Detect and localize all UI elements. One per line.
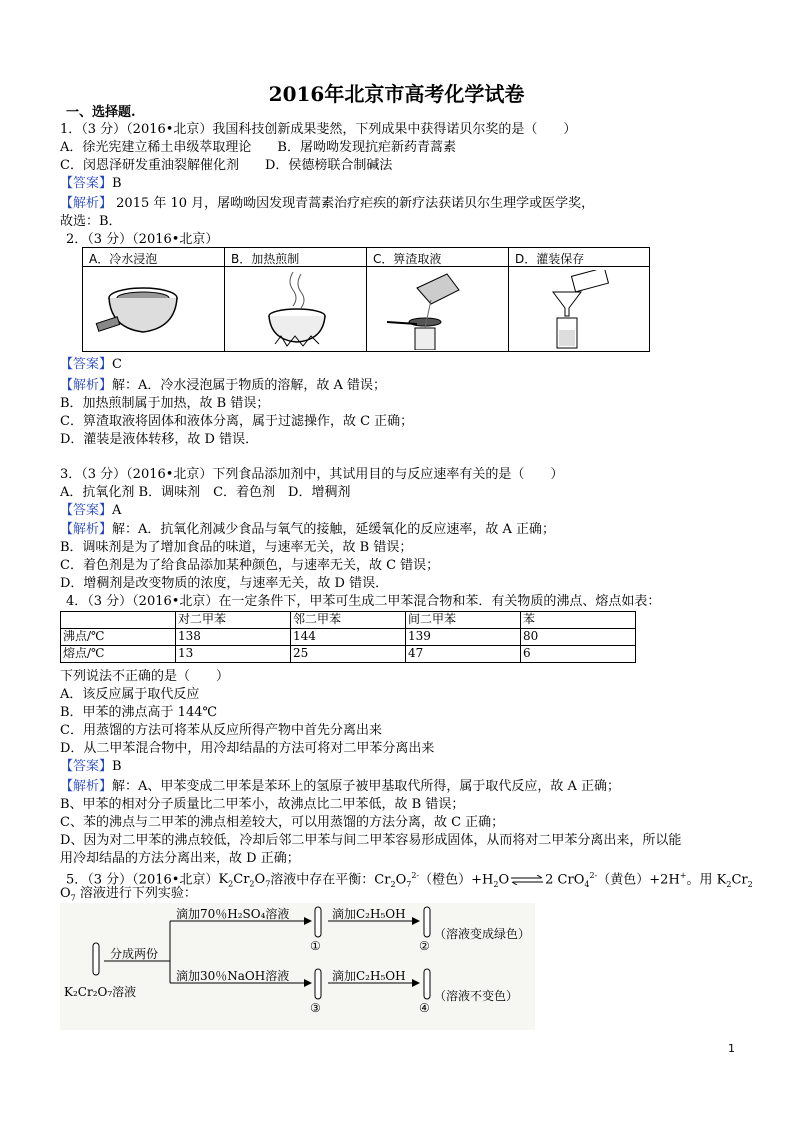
flow-top-reagent: 滴加70％H₂SO₄溶液 [176,907,290,921]
tube-label-4: ④ [419,1001,430,1015]
q5-line-2-text: 溶液进行下列实验： [79,886,197,901]
q2-answer [60,356,122,374]
q4-analysis-line-4: D、因为对二甲苯的沸点较低，冷却后邻二甲苯与间二甲苯容易形成固体，从而将对二甲苯分离出来，所以能 [60,833,682,848]
k2cr2o7-formula: $K_2Cr_2O_7$ [218,872,271,889]
q2-cell-a-label: A．冷水浸泡 [89,252,158,266]
table-row [61,646,636,663]
water-term: +H [471,872,494,888]
table-cell: 80 [521,629,636,646]
hydrogen-ion-term: +2H [649,872,680,888]
page-number: 1 [728,1042,735,1055]
q5-stem: 5．（3 分）（2016•北京）$K_2Cr_2O_7$溶液中存在平衡：$Cr_2O_7^{2-}$（橙色）$+H_2O$ 2 CrO$_4^{2-}$（黄色）+2H+。用 $K_2Cr_2$ [66,871,753,889]
q2-cell-c-label: C．箅渣取液 [373,252,442,266]
q2-cell-a [83,248,225,351]
q1-stem: 1．（3 分）（2016•北京）我国科技创新成果斐然，下列成果中获得诺贝尔奖的是（ ） [60,122,577,137]
q3-answer [60,502,121,520]
q5-line-2: $O_7$ 溶液进行下列实验： [60,886,197,903]
q4-property-table [60,611,636,663]
q2-analysis-line-3: C．箅渣取液将固体和液体分离，属于过滤操作，故 C 正确； [60,414,414,429]
flow-top-mid: 滴加C₂H₅OH [332,907,406,921]
table-cell: 47 [406,646,521,663]
q2-cell-c [367,248,509,351]
table-header-cell: 对二甲苯 [176,612,291,629]
q4-option-c: C．用蒸馏的方法可将苯从反应所得产物中首先分离出来 [60,723,382,738]
answer-tag: 【答案】 [60,759,113,774]
q2-cell-d-label: D．灌装保存 [515,252,585,266]
table-header-cell [61,612,176,629]
flowchart-lines [60,903,535,1030]
yellow-color-note: （黄色） [597,872,650,888]
q4-option-a: A．该反应属于取代反应 [60,687,200,702]
q1-conclusion: 故选：B． [60,214,122,229]
flow-start-label: K₂Cr₂O₇溶液 [64,985,137,999]
analysis-text: 解：A．抗氧化剂减少食品与氧气的接触，延缓氧化的反应速率，故 A 正确； [112,522,556,537]
q1-options-cd: C．闵恩泽研发重油裂解催化剂 D．侯德榜联合制碱法 [60,158,393,173]
q4-option-b: B．甲苯的沸点高于 144℃ [60,705,218,720]
table-cell: 沸点/℃ [61,629,176,646]
analysis-text: 2015 年 10 月，屠呦呦因发现青蒿素治疗疟疾的新疗法获诺贝尔生理学或医学奖， [116,196,595,211]
answer-tag: 【答案】 [60,357,113,372]
page-title: 2016年北京市高考化学试卷 [268,82,525,106]
q4-analysis-line-3: C、苯的沸点与二甲苯的沸点相差较大，可以用蒸馏的方法分离，故 C 正确； [60,815,505,830]
flow-top-result: （溶液变成绿色） [434,927,531,941]
analysis-text: 解：A、甲苯变成二甲苯是苯环上的氢原子被甲基取代所得，属于取代反应，故 A 正确； [112,779,621,794]
flow-bottom-mid: 滴加C₂H₅OH [332,969,406,983]
q1-answer [60,175,122,193]
answer-tag: 【答案】 [60,503,113,518]
answer-tag: 【答案】 [60,176,113,191]
q3-stem: 3．（3 分）（2016•北京）下列食品添加剂中，其试用目的与反应速率有关的是（ ） [60,467,564,482]
q2-cell-b [225,248,367,351]
answer-value: B [112,759,122,774]
q3-analysis-line-1 [60,521,555,539]
q2-analysis-line-4: D．灌装是液体转移，故 D 错误． [60,432,259,447]
formula-k: K [218,872,229,888]
q3-analysis-line-4: D．增稠剂是改变物质的浓度，与速率无关，故 D 错误． [60,576,389,591]
q4-option-d: D．从二甲苯混合物中，用冷却结晶的方法可将对二甲苯分离出来 [60,741,435,756]
bottling-illustration [519,270,639,350]
table-cell: 25 [291,646,406,663]
table-cell: 熔点/℃ [61,646,176,663]
boiling-pot-illustration [235,270,355,350]
q1-analysis [60,195,594,213]
answer-value: C [112,357,122,372]
tube-label-2: ② [419,939,430,953]
q2-cell-b-label: B．加热煎制 [231,252,300,266]
analysis-tag: 【解析】 [60,779,113,794]
answer-value: B [112,176,122,191]
q1-options-ab: A．徐光宪建立稀土串级萃取理论 B．屠呦呦发现抗疟新药青蒿素 [60,140,456,155]
table-cell: 139 [406,629,521,646]
q4-analysis-line-5: 用冷却结晶的方法分离出来，故 D 正确； [60,851,300,866]
flow-bottom-result: （溶液不变色） [434,989,519,1003]
analysis-text: 解：A．冷水浸泡属于物质的溶解，故 A 错误； [112,378,387,393]
q2-analysis-line-2: B．加热煎制属于加热，故 B 错误； [60,396,270,411]
q5-use-text: 。用 [686,872,713,888]
q4-analysis-line-1 [60,778,620,796]
tube-label-3: ③ [310,1001,321,1015]
q5-stem-text: 溶液中存在平衡： [270,872,375,888]
q4-analysis-line-2: B、甲苯的相对分子质量比二甲苯小，故沸点比二甲苯低，故 B 错误； [60,797,465,812]
table-row [61,629,636,646]
table-header-row [61,612,636,629]
equilibrium-arrow-icon [509,875,545,885]
table-cell: 138 [176,629,291,646]
analysis-tag: 【解析】 [60,522,113,537]
answer-value: A [112,503,122,518]
flow-bottom-reagent: 滴加30％NaOH溶液 [176,969,290,983]
q2-stem: 2．（3 分）（2016•北京） [66,232,219,247]
table-cell: 144 [291,629,406,646]
table-header-cell: 邻二甲苯 [291,612,406,629]
section-heading: 一、选择题. [66,105,136,120]
orange-color-note: （橙色） [419,872,472,888]
table-cell: 13 [176,646,291,663]
q5-experiment-flowchart [60,903,535,1030]
chromate-term: 2 CrO [545,872,585,888]
q3-analysis-line-2: B．调味剂是为了增加食品的味道，与速率无关，故 B 错误； [60,540,413,555]
q3-analysis-line-3: C．着色剂是为了给食品添加某种颜色，与速率无关，故 C 错误； [60,558,440,573]
soaking-pot-illustration [93,270,213,350]
analysis-tag: 【解析】 [60,378,113,393]
q5-stem-prefix: 5．（3 分）（2016•北京） [66,872,219,888]
flow-split-label: 分成两份 [110,947,159,961]
q2-cell-d [509,248,651,351]
q2-analysis-line-1 [60,377,386,395]
analysis-tag: 【解析】 [60,196,113,211]
table-header-cell: 苯 [521,612,636,629]
q2-image-table [82,247,650,352]
q4-stem: 4．（3 分）（2016•北京）在一定条件下，甲苯可生成二甲苯混合物和苯．有关物质的沸点、熔点如表： [66,594,661,609]
filtering-illustration [377,270,497,350]
q4-answer [60,758,122,776]
table-cell: 6 [521,646,636,663]
table-header-cell: 间二甲苯 [406,612,521,629]
q4-question: 下列说法不正确的是（ ） [60,669,230,684]
q3-options: A．抗氧化剂 B．调味剂 C．着色剂 D．增稠剂 [60,485,351,500]
tube-label-1: ① [310,939,321,953]
